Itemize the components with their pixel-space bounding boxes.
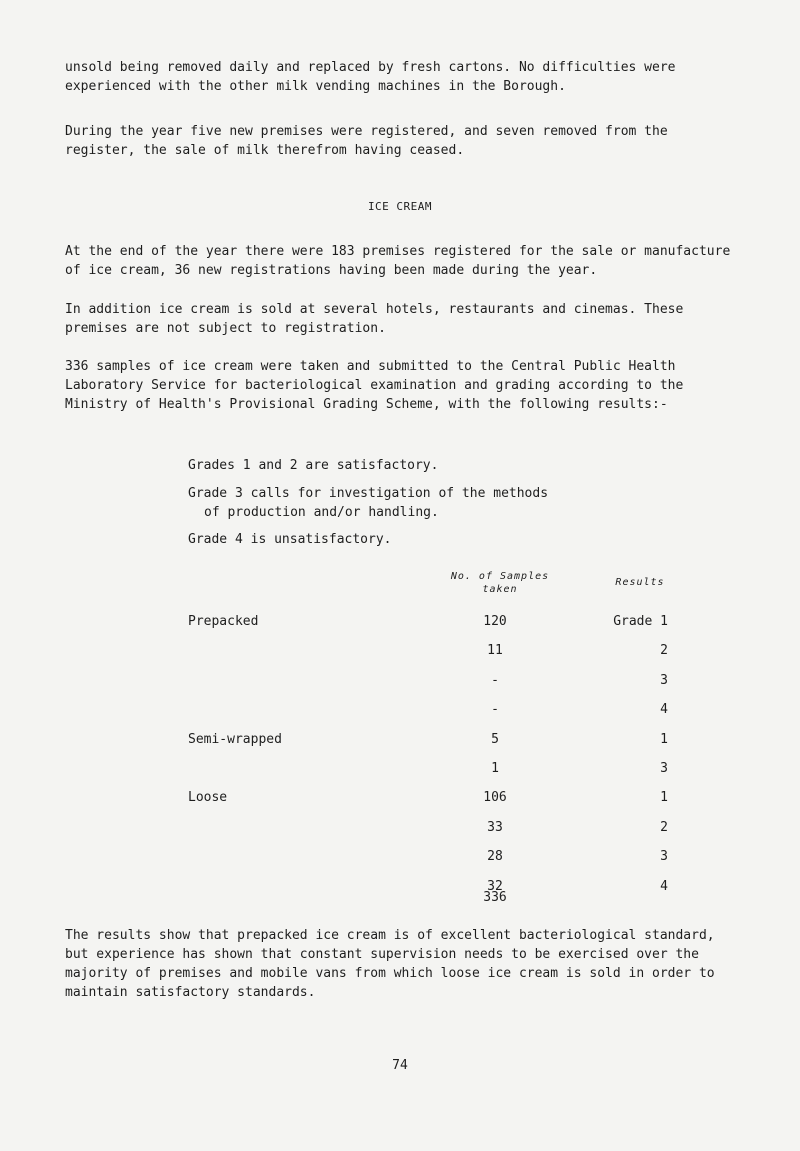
table-row	[0, 732, 800, 751]
section-heading: ICE CREAM	[367, 200, 433, 213]
column-header-results: Results	[615, 577, 665, 588]
row-result: 2	[660, 643, 668, 658]
row-samples: 1	[491, 761, 499, 776]
table-row	[0, 643, 800, 662]
paragraph-milk-vending: unsold being removed daily and replaced by fresh cartons. No difficulties were experienced with the other milk vending machines in the Borough.	[65, 60, 676, 94]
row-result: 2	[660, 820, 668, 835]
row-result: Grade 1	[613, 614, 668, 629]
table-row	[0, 790, 800, 809]
table-row	[0, 761, 800, 780]
row-samples: -	[491, 702, 499, 717]
row-samples: -	[491, 673, 499, 688]
row-samples: 28	[487, 849, 503, 864]
page-number: 74	[392, 1058, 408, 1073]
grade-note-2-cont: of production and/or handling.	[204, 505, 439, 520]
row-samples: 33	[487, 820, 503, 835]
row-samples: 106	[483, 790, 507, 805]
total-samples: 336	[483, 890, 507, 905]
table-row	[0, 702, 800, 721]
table-row	[0, 820, 800, 839]
table-total-row	[0, 890, 800, 909]
row-result: 4	[660, 702, 668, 717]
row-category: Semi-wrapped	[188, 732, 282, 747]
row-result: 4	[660, 879, 668, 894]
table-row	[0, 673, 800, 692]
table-row	[0, 849, 800, 868]
row-result: 3	[660, 849, 668, 864]
row-category: Loose	[188, 790, 228, 805]
row-result: 3	[660, 673, 668, 688]
grade-note-3: Grade 4 is unsatisfactory.	[188, 532, 392, 547]
row-result: 1	[660, 790, 668, 805]
row-samples: 5	[491, 732, 499, 747]
paragraph-conclusion: The results show that prepacked ice cream is of excellent bacteriological standard, but experience has shown that constant supervision needs to be exercised over the majority of premises and mobile vans from which loose ice cream is sold in order to maintain satisfactory standards.	[65, 928, 715, 1000]
row-result: 1	[660, 732, 668, 747]
row-samples: 120	[483, 614, 507, 629]
paragraph-registrations-milk: During the year five new premises were registered, and seven removed from the register, the sale of milk therefrom having ceased.	[65, 124, 668, 158]
row-samples: 32	[487, 879, 503, 894]
table-row	[0, 614, 800, 633]
grade-note-2: Grade 3 calls for investigation of the methods	[188, 486, 549, 501]
paragraph-hotels: In addition ice cream is sold at several hotels, restaurants and cinemas. These premises are not subject to registration.	[65, 302, 684, 336]
paragraph-samples: 336 samples of ice cream were taken and submitted to the Central Public Health Laboratory Service for bacteriological examination and grading according to the Ministry of Health's Provisional Grading Scheme, with the following results:-	[65, 359, 684, 412]
row-result: 3	[660, 761, 668, 776]
row-samples: 11	[487, 643, 503, 658]
row-category: Prepacked	[188, 614, 259, 629]
paragraph-ice-cream-premises: At the end of the year there were 183 premises registered for the sale or manufacture of ice cream, 36 new registrations having been made during the year.	[65, 244, 731, 278]
grade-note-1: Grades 1 and 2 are satisfactory.	[188, 458, 439, 473]
column-header-samples: No. of Samples taken	[450, 571, 550, 595]
